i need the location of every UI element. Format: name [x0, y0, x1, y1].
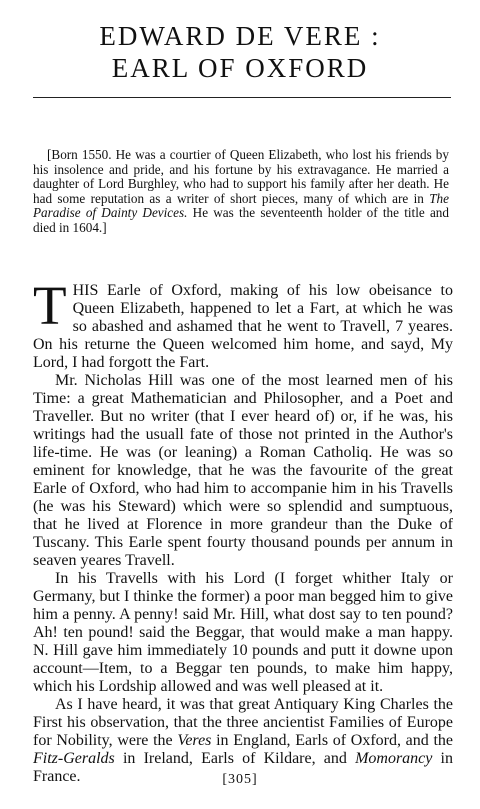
paragraph-3: In his Travells with his Lord (I forget whither Italy or Germany, but I thinke the former) a poor man begged him to give him a penny. A penny! said Mr. Hill, what dost say to ten pound? Ah! ten pound! said the Beggar, that would make a man happy. N. Hill gave him immediately 10 pounds and putt it downe upon account—Item, to a Beggar ten pounds, to make him happy, which his Lordship allowed and was well pleased at it.: [33, 570, 453, 695]
opening-word: HIS: [72, 282, 99, 299]
page-number: [305]: [222, 772, 258, 787]
title-rule: [33, 97, 451, 98]
paragraph-1: [33, 275, 453, 372]
main-text: [33, 275, 454, 786]
italic-momorancy: Momorancy: [355, 750, 433, 767]
paragraph-2: Mr. Nicholas Hill was one of the most learned men of his Time: a great Mathematician and Philosopher, and a Poet and Traveller. But no writer (that I ever heard of) or, if he was, his writings had the usuall fate of those not printed in the Author's life-time. He was (or leaning) a Roman Catholiq. He was so eminent for knowledge, that he was the favourite of the great Earle of Oxford, who had him to accompanie him in his Travells (he was his Steward) which were so splendid and sumptuous, that he lived at Florence in more grandeur than the Duke of Tuscany. This Earle spent fourty thousand pounds per annum in seaven yeares Travell.: [33, 372, 453, 569]
drop-cap: T: [33, 275, 67, 336]
italic-fitz-geralds: Fitz-Geralds: [33, 750, 115, 767]
paragraph-4-text-c: in Ireland, Earls of Kildare, and: [114, 750, 356, 767]
intro-text-1: [Born 1550. He was a courtier of Queen Elizabeth, who lost his friends by his insolence and pride, and his fortune by his extravagance. He married a daughter of Lord Burghley, who had to support his family after her death. He had some reputation as a writer of short pieces, many of which are in: [33, 147, 449, 206]
title-line-1: EDWARD DE VERE :: [99, 21, 381, 51]
page-title: [0, 20, 480, 84]
intro-paragraph: [33, 148, 449, 236]
paragraph-4-text-a: As I have heard, it was that great Antiquary King Charles the First his observation, that the three ancientist Families of Europe for Nobility, were the: [33, 696, 453, 749]
paragraph-4-text-b: in England, Earls of Oxford, and the: [211, 732, 454, 749]
paragraph-4-text-d: in France.: [33, 750, 453, 785]
intro-text-2: He was the seventeenth holder of the title and died in 1604.]: [33, 205, 449, 235]
title-line-2: EARL OF OXFORD: [111, 53, 369, 83]
paragraph-1-text: Earle of Oxford, making of his low obeisance to Queen Elizabeth, happened to let a Fart, at which he was so abashed and ashamed that he went to Travell, 7 yeares. On his returne the Queen welcomed him home, and sayd, My Lord, I had forgott the Fart.: [33, 282, 453, 371]
italic-veres: Veres: [177, 732, 212, 749]
intro-book-title: The Paradise of Dainty Devices.: [33, 190, 449, 221]
